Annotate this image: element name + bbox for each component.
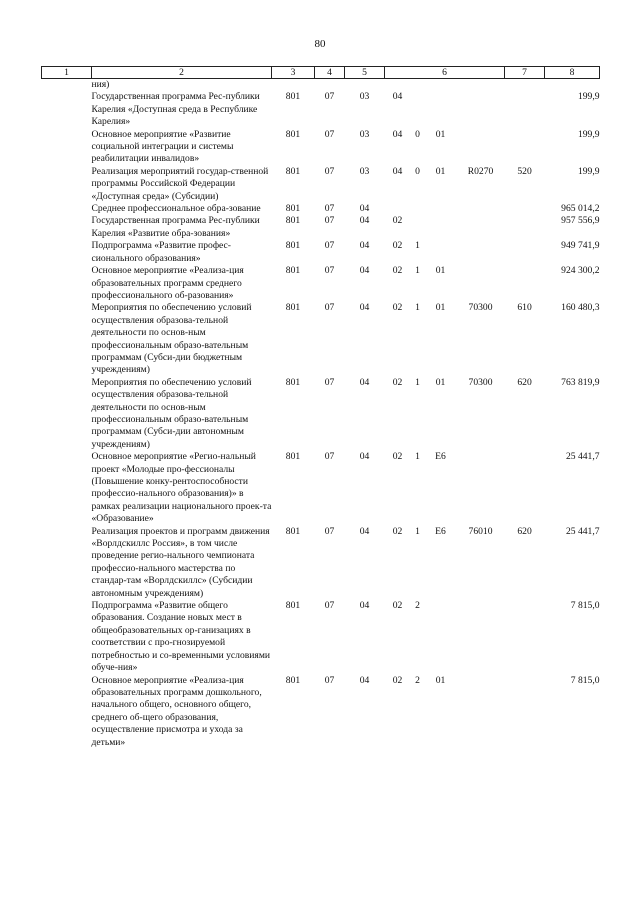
expense-type-code: 620 xyxy=(517,376,532,388)
direction-code xyxy=(457,91,505,128)
subsection-code: 03 xyxy=(359,91,370,103)
subprogram-code xyxy=(411,91,425,128)
grbs-code: 801 xyxy=(285,165,301,177)
table-row xyxy=(42,79,600,92)
subprogram-code: 2 xyxy=(415,600,420,612)
blank-cell xyxy=(42,526,92,600)
subprogram-code xyxy=(411,79,425,92)
section-code: 07 xyxy=(324,265,335,277)
amount: 25 441,7 xyxy=(565,451,600,463)
table-row xyxy=(42,526,600,600)
program-code: 02 xyxy=(392,600,403,612)
subsection-code: 04 xyxy=(359,203,370,215)
amount: 7 815,0 xyxy=(570,674,600,686)
table-row xyxy=(42,675,600,749)
expense-type-code xyxy=(505,451,545,525)
amount: 199,9 xyxy=(577,165,600,177)
amount: 763 819,9 xyxy=(561,376,600,388)
subsection-code: 04 xyxy=(359,215,370,227)
expense-type-code: 520 xyxy=(517,165,532,177)
table-row xyxy=(42,451,600,525)
header-col-3: 3 xyxy=(272,67,315,79)
grbs-code: 801 xyxy=(285,674,301,686)
subsection-code: 04 xyxy=(359,600,370,612)
expense-type-code xyxy=(505,91,545,128)
section-code: 07 xyxy=(324,215,335,227)
direction-code xyxy=(457,203,505,215)
table-row xyxy=(42,265,600,302)
section-code: 07 xyxy=(324,302,335,314)
row-name: Основное мероприятие «Развитие социальной интеграции и системы реабилитации инвалидов» xyxy=(91,128,234,165)
subsection-code: 04 xyxy=(359,674,370,686)
expense-type-code xyxy=(505,203,545,215)
expense-type-code xyxy=(505,129,545,166)
program-code: 02 xyxy=(392,215,403,227)
program-code xyxy=(385,79,411,92)
subprogram-code: 1 xyxy=(415,525,420,537)
table-row xyxy=(42,215,600,240)
subprogram-code xyxy=(411,215,425,240)
direction-code xyxy=(457,451,505,525)
subprogram-code xyxy=(411,203,425,215)
header-col-6: 6 xyxy=(385,67,505,79)
row-name: Подпрограмма «Развитие профес-сионального образования» xyxy=(91,240,232,264)
measure-code xyxy=(425,240,457,265)
measure-code xyxy=(425,215,457,240)
blank-cell xyxy=(42,265,92,302)
table-row xyxy=(42,203,600,215)
program-code: 02 xyxy=(392,451,403,463)
blank-cell xyxy=(42,166,92,203)
subprogram-code: 1 xyxy=(415,265,420,277)
section-code: 07 xyxy=(324,376,335,388)
row-name: Среднее профессиональное обра-зование xyxy=(91,203,261,215)
program-code: 02 xyxy=(392,376,403,388)
row-name: Мероприятия по обеспечению условий осуществления образова-тельной деятельности по основ-ным профессиональным образо-вательным программам (Субси-дии бюджетным учреждениям) xyxy=(91,302,252,376)
header-col-1: 1 xyxy=(42,67,92,79)
direction-code: 76010 xyxy=(468,525,493,537)
program-code: 02 xyxy=(392,265,403,277)
blank-cell xyxy=(42,91,92,128)
table-row xyxy=(42,129,600,166)
header-col-4: 4 xyxy=(315,67,345,79)
program-code: 02 xyxy=(392,302,403,314)
grbs-code: 801 xyxy=(285,91,301,103)
program-code: 02 xyxy=(392,240,403,252)
table-row xyxy=(42,302,600,376)
subprogram-code: 1 xyxy=(415,302,420,314)
subprogram-code: 1 xyxy=(415,240,420,252)
subprogram-code: 2 xyxy=(415,674,420,686)
row-name: Государственная программа Рес-публики Карелия «Доступная среда в Республике Карелия» xyxy=(91,91,260,128)
subsection-code: 03 xyxy=(359,165,370,177)
expense-type-code xyxy=(505,265,545,302)
section-code: 07 xyxy=(324,203,335,215)
grbs-code: 801 xyxy=(285,265,301,277)
amount: 965 014,2 xyxy=(561,203,600,215)
program-code: 02 xyxy=(392,525,403,537)
subsection-code: 04 xyxy=(359,240,370,252)
direction-code: R0270 xyxy=(467,165,494,177)
budget-table xyxy=(41,66,600,749)
section-code xyxy=(315,79,345,92)
measure-code: 01 xyxy=(435,128,446,140)
subprogram-code: 0 xyxy=(415,165,420,177)
amount: 199,9 xyxy=(577,128,600,140)
row-name: Государственная программа Рес-публики Карелия «Развитие обра-зования» xyxy=(91,215,260,239)
measure-code xyxy=(425,203,457,215)
amount: 25 441,7 xyxy=(565,525,600,537)
measure-code: 01 xyxy=(435,265,446,277)
program-code: 04 xyxy=(392,91,403,103)
section-code: 07 xyxy=(324,240,335,252)
program-code: 04 xyxy=(392,128,403,140)
direction-code xyxy=(457,215,505,240)
program-code: 02 xyxy=(392,674,403,686)
subprogram-code: 1 xyxy=(415,376,420,388)
measure-code: 01 xyxy=(435,165,446,177)
measure-code xyxy=(425,91,457,128)
measure-code: 01 xyxy=(435,376,446,388)
blank-cell xyxy=(42,451,92,525)
header-col-8: 8 xyxy=(545,67,600,79)
subsection-code: 04 xyxy=(359,451,370,463)
grbs-code: 801 xyxy=(285,376,301,388)
amount: 160 480,3 xyxy=(561,302,600,314)
grbs-code: 801 xyxy=(285,600,301,612)
direction-code xyxy=(457,79,505,92)
measure-code: Е6 xyxy=(435,525,446,537)
blank-cell xyxy=(42,203,92,215)
table-row xyxy=(42,600,600,674)
measure-code: 01 xyxy=(435,674,446,686)
subsection-code: 04 xyxy=(359,302,370,314)
amount: 957 556,9 xyxy=(561,215,600,227)
section-code: 07 xyxy=(324,451,335,463)
subsection-code: 04 xyxy=(359,376,370,388)
measure-code xyxy=(425,79,457,92)
expense-type-code xyxy=(505,600,545,674)
expense-type-code xyxy=(505,79,545,92)
blank-cell xyxy=(42,240,92,265)
blank-cell xyxy=(42,600,92,674)
direction-code xyxy=(457,600,505,674)
direction-code: 70300 xyxy=(468,302,493,314)
grbs-code: 801 xyxy=(285,451,301,463)
section-code: 07 xyxy=(324,525,335,537)
grbs-code: 801 xyxy=(285,240,301,252)
header-col-2: 2 xyxy=(92,67,272,79)
measure-code: 01 xyxy=(435,302,446,314)
grbs-code: 801 xyxy=(285,128,301,140)
measure-code: Е6 xyxy=(435,451,446,463)
table-row xyxy=(42,377,600,451)
blank-cell xyxy=(42,377,92,451)
subsection-code: 04 xyxy=(359,525,370,537)
section-code: 07 xyxy=(324,128,335,140)
section-code: 07 xyxy=(324,165,335,177)
expense-type-code: 610 xyxy=(517,302,532,314)
amount xyxy=(545,79,600,92)
table-row xyxy=(42,240,600,265)
program-code: 04 xyxy=(392,165,403,177)
blank-cell xyxy=(42,215,92,240)
amount: 949 741,9 xyxy=(561,240,600,252)
grbs-code: 801 xyxy=(285,215,301,227)
grbs-code: 801 xyxy=(285,203,301,215)
row-name: Основное мероприятие «Реализа-ция образовательных программ дошкольного, начального общего, основного общего, среднего об-щего образования, осуществление присмотра и ухода за детьми» xyxy=(91,674,262,748)
amount: 199,9 xyxy=(577,91,600,103)
row-name: Реализация проектов и программ движения «Ворлдскиллс Россия», в том числе проведение регио-нального чемпионата профессио-нального мастерства по стандар-там «Ворлдскиллс» (Субсидии автономным учреждениям) xyxy=(91,525,270,599)
amount: 7 815,0 xyxy=(570,600,600,612)
direction-code xyxy=(457,265,505,302)
expense-type-code xyxy=(505,215,545,240)
program-code xyxy=(385,203,411,215)
row-name: ния) xyxy=(91,79,110,90)
row-name: Мероприятия по обеспечению условий осуществления образова-тельной деятельности по основ-ным профессиональным образо-вательным программам (Субси-дии автономным учреждениям) xyxy=(91,376,252,450)
expense-type-code xyxy=(505,240,545,265)
row-name: Реализация мероприятий государ-ственной программы Российской Федерации «Доступная среда» (Субсидии) xyxy=(91,165,269,202)
subsection-code xyxy=(345,79,385,92)
blank-cell xyxy=(42,129,92,166)
subprogram-code: 0 xyxy=(415,128,420,140)
section-code: 07 xyxy=(324,600,335,612)
subsection-code: 03 xyxy=(359,128,370,140)
header-col-7: 7 xyxy=(505,67,545,79)
grbs-code: 801 xyxy=(285,525,301,537)
page-number: 80 xyxy=(314,38,326,50)
row-name: Основное мероприятие «Регио-нальный проект «Молодые про-фессионалы (Повышение конку-рентоспособности профессио-нального образования)» в рамках реализации национального проек-та «Образование» xyxy=(91,451,272,525)
subsection-code: 04 xyxy=(359,265,370,277)
direction-code xyxy=(457,240,505,265)
blank-cell xyxy=(42,675,92,749)
direction-code xyxy=(457,675,505,749)
blank-cell xyxy=(42,79,92,92)
table-row xyxy=(42,91,600,128)
table-header-row xyxy=(42,67,600,79)
blank-cell xyxy=(42,302,92,376)
grbs-code: 801 xyxy=(285,302,301,314)
direction-code: 70300 xyxy=(468,376,493,388)
section-code: 07 xyxy=(324,91,335,103)
expense-type-code: 620 xyxy=(517,525,532,537)
section-code: 07 xyxy=(324,674,335,686)
row-name: Подпрограмма «Развитие общего образования. Создание новых мест в общеобразовательных ор-ганизациях в соответствии с про-гнозируемой потребностью и со-временными условиями обуче-ния» xyxy=(91,600,271,674)
subprogram-code: 1 xyxy=(415,451,420,463)
measure-code xyxy=(425,600,457,674)
header-col-5: 5 xyxy=(345,67,385,79)
table-row xyxy=(42,166,600,203)
direction-code xyxy=(457,129,505,166)
row-name: Основное мероприятие «Реализа-ция образовательных программ среднего профессионального об-разования» xyxy=(91,265,244,301)
grbs-code xyxy=(272,79,315,92)
amount: 924 300,2 xyxy=(561,265,600,277)
expense-type-code xyxy=(505,675,545,749)
